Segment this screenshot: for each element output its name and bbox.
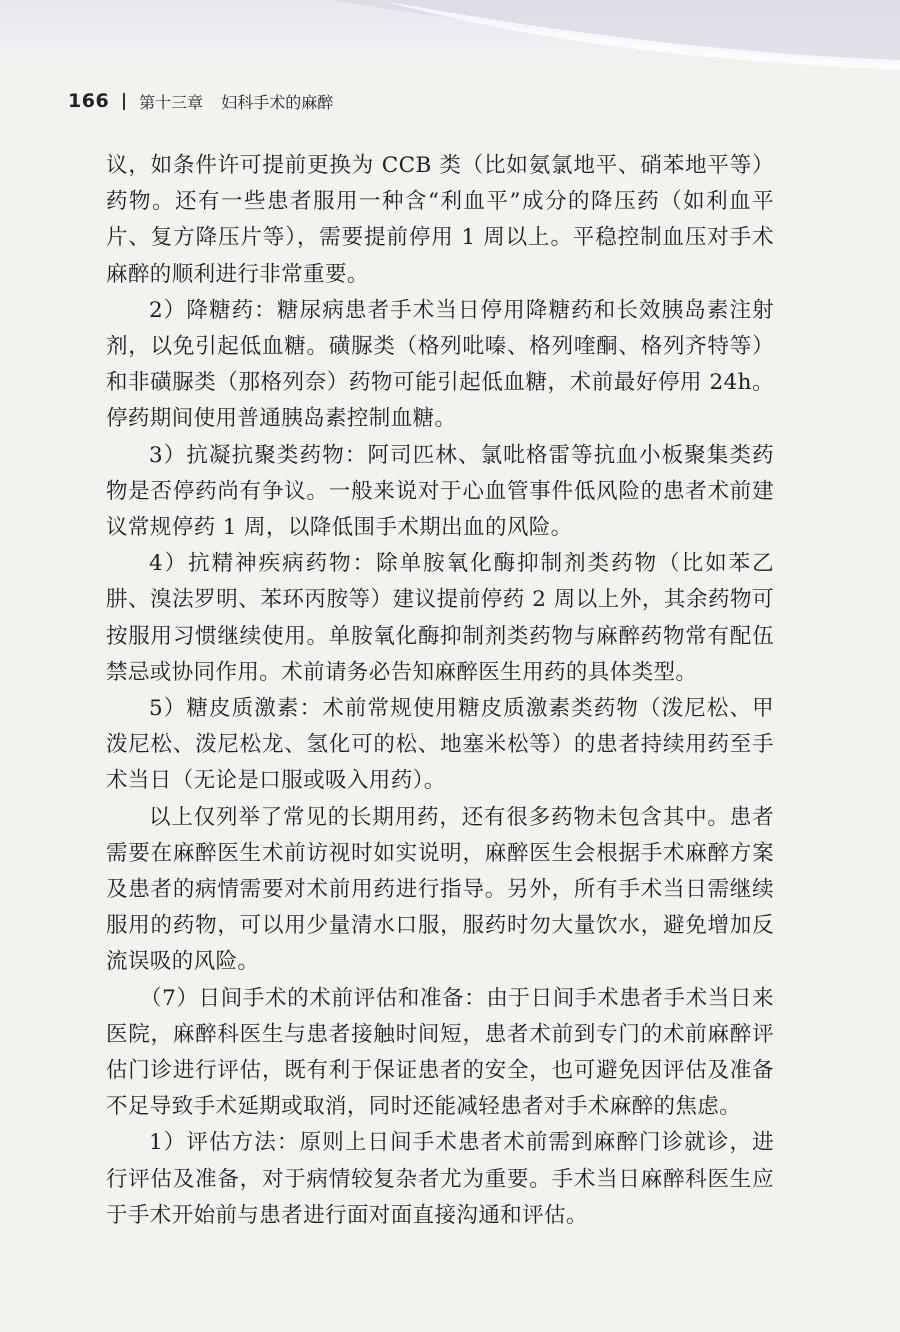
paragraph: 议，如条件许可提前更换为 CCB 类（比如氨氯地平、硝苯地平等）药物。还有一些患者服用一种含“利血平”成分的降压药（如利血平片、复方降压片等），需要提前停用 1 周以上。平稳控制血压对手术麻醉的顺利进行非常重要。: [106, 153, 774, 287]
paragraph: 5）糖皮质激素：术前常规使用糖皮质激素类药物（泼尼松、甲泼尼松、泼尼松龙、氢化可的松、地塞米松等）的患者持续用药至手术当日（无论是口服或吸入用药）。: [106, 696, 774, 794]
page-number: 166: [68, 90, 110, 112]
paragraph: 1）评估方法：原则上日间手术患者术前需到麻醉门诊就诊，进行评估及准备，对于病情较复杂者尤为重要。手术当日麻醉科医生应于手术开始前与患者进行面对面直接沟通和评估。: [106, 1130, 774, 1228]
paragraph: 以上仅列举了常见的长期用药，还有很多药物未包含其中。患者需要在麻醉医生术前访视时如实说明，麻醉医生会根据手术麻醉方案及患者的病情需要对术前用药进行指导。另外，所有手术当日需继续服用的药物，可以用少量清水口服，服药时勿大量饮水，避免增加反流误吸的风险。: [106, 804, 774, 975]
paragraph: （7）日间手术的术前评估和准备：由于日间手术患者手术当日来医院，麻醉科医生与患者接触时间短，患者术前到专门的术前麻醉评估门诊进行评估，既有利于保证患者的安全，也可避免因评估及准备不足导致手术延期或取消，同时还能减轻患者对手术麻醉的焦虑。: [106, 985, 774, 1120]
paragraph: 3）抗凝抗聚类药物：阿司匹林、氯吡格雷等抗血小板聚集类药物是否停药尚有争议。一般来说对于心血管事件低风险的患者术前建议常规停药 1 周，以降低围手术期出血的风险。: [106, 442, 774, 541]
decorative-swoosh: [0, 0, 900, 70]
running-header: [68, 86, 333, 116]
header-separator: [123, 93, 125, 110]
chapter-label: 第十三章: [139, 92, 204, 112]
paragraph: 2）降糖药：糖尿病患者手术当日停用降糖药和长效胰岛素注射剂，以免引起低血糖。磺脲类（格列吡嗪、格列喹酮、格列齐特等）和非磺脲类（那格列奈）药物可能引起低血糖，术前最好停用 24h。停药期间使用普通胰岛素控制血糖。: [106, 297, 774, 432]
paragraph: 4）抗精神疾病药物：除单胺氧化酶抑制剂类药物（比如苯乙肼、溴法罗明、苯环丙胺等）建议提前停药 2 周以上外，其余药物可按服用习惯继续使用。单胺氧化酶抑制剂类药物与麻醉药物常有配伍禁忌或协同作用。术前请务必告知麻醉医生用药的具体类型。: [106, 551, 774, 685]
chapter-title: 妇科手术的麻醉: [221, 92, 334, 112]
body-text: [106, 148, 774, 1234]
